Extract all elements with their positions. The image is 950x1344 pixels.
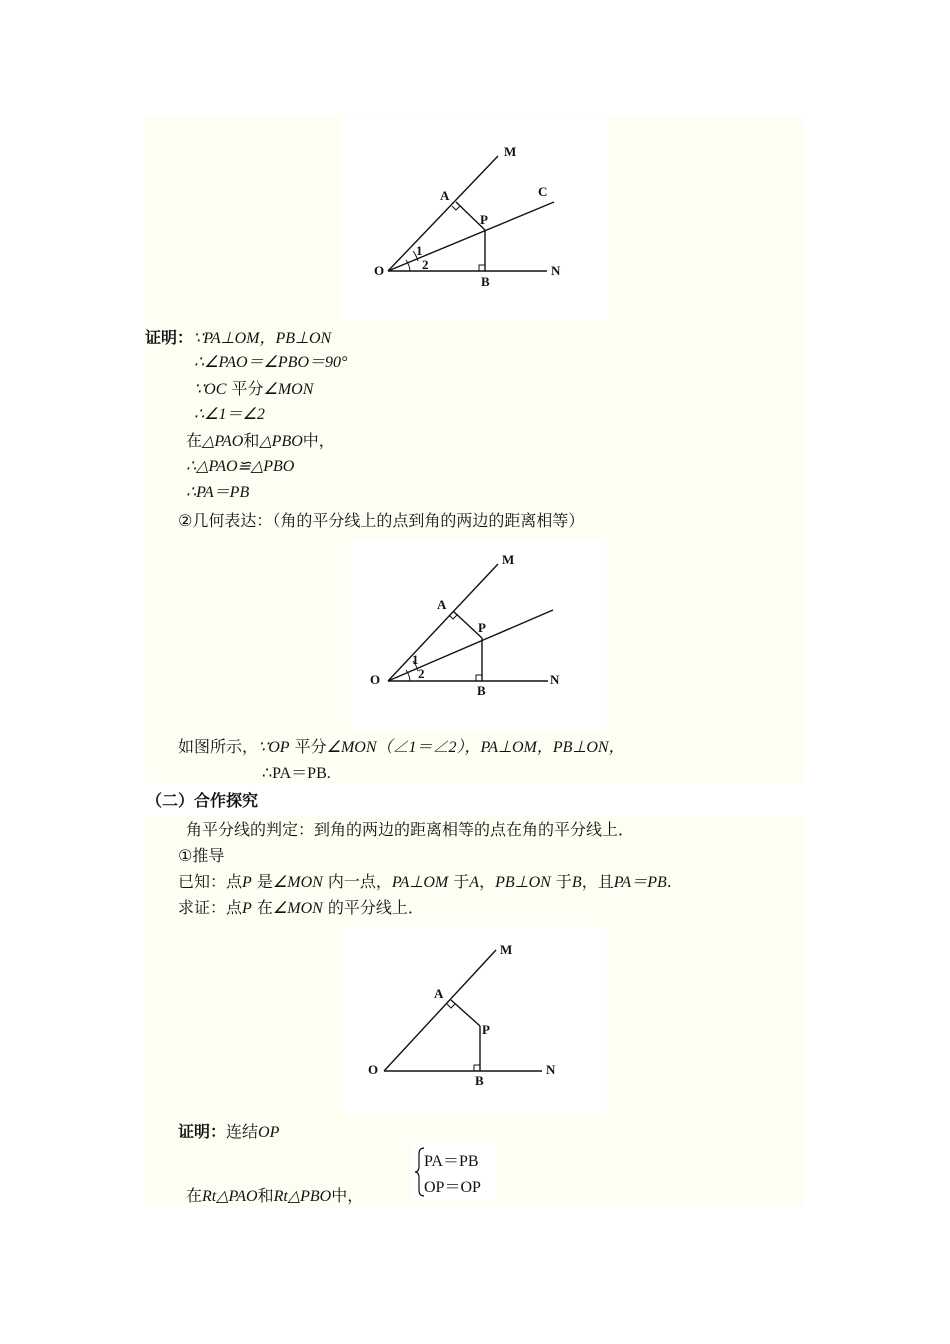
label-P: P	[482, 1022, 490, 1037]
label-B: B	[477, 683, 486, 698]
proof1-line6: ∴△PAO≌△PBO	[186, 458, 295, 475]
figure-angle-bisector-2	[350, 540, 606, 732]
label-A: A	[437, 597, 447, 612]
proof2-line1: 证明：连结OP	[178, 1122, 280, 1141]
proof1-line5: 在△PAO和△PBO中，	[186, 431, 335, 450]
label-O: O	[374, 263, 385, 278]
brace-line2: OP＝OP	[424, 1179, 481, 1196]
label-N: N	[551, 263, 561, 278]
label-A: A	[440, 188, 450, 203]
label-C: C	[538, 184, 548, 199]
conclusion-line1: 如图所示，∵OP 平分∠MON（∠1＝∠2），PA⊥OM，PB⊥ON，	[178, 737, 625, 756]
label-O: O	[368, 1062, 379, 1077]
equation-brace	[412, 1144, 496, 1200]
label-2: 2	[422, 257, 429, 272]
proof2-line2: 在Rt△PAO和Rt△PBO中，	[186, 1186, 364, 1205]
label-A: A	[434, 986, 444, 1001]
brace-line1: PA＝PB	[424, 1153, 479, 1170]
label-P: P	[480, 212, 488, 227]
proof1-label: 证明：	[145, 328, 194, 347]
judgement-text: 角平分线的判定：到角的两边的距离相等的点在角的平分线上．	[186, 820, 635, 839]
label-O: O	[370, 672, 381, 687]
figure-angle-bisector-3	[344, 926, 606, 1114]
label-2: 2	[418, 666, 425, 681]
label-N: N	[546, 1062, 556, 1077]
prove-line: 求证：点P 在∠MON 的平分线上．	[178, 898, 424, 917]
proof1-line2: ∴∠PAO＝∠PBO＝90°	[194, 354, 348, 371]
proof1-line3: ∵OC 平分∠MON	[194, 379, 314, 398]
label-M: M	[504, 144, 517, 159]
conclusion-line2: ∴PA＝PB.	[262, 765, 331, 782]
proof1-line7: ∴PA＝PB	[186, 484, 250, 501]
label-M: M	[502, 552, 515, 567]
label-B: B	[481, 274, 490, 289]
derivation-heading: ①推导	[178, 846, 225, 865]
section2-title: （二）合作探究	[146, 791, 259, 810]
label-P: P	[478, 620, 486, 635]
proof1-line1: 证明：∵PA⊥OM，PB⊥ON	[145, 328, 332, 347]
figure-angle-bisector-1	[340, 118, 608, 320]
label-1: 1	[416, 243, 423, 258]
known-line: 已知：点P 是∠MON 内一点，PA⊥OM 于A，PB⊥ON 于B，且PA＝PB.	[178, 872, 672, 891]
label-1: 1	[412, 652, 419, 667]
proof2-label: 证明：	[178, 1122, 227, 1141]
label-B: B	[475, 1073, 484, 1088]
proof1-line4: ∴∠1＝∠2	[194, 406, 265, 423]
geometry-expression: ②几何表达：（角的平分线上的点到角的两边的距离相等）	[178, 511, 585, 530]
label-M: M	[500, 942, 513, 957]
label-N: N	[550, 672, 560, 687]
